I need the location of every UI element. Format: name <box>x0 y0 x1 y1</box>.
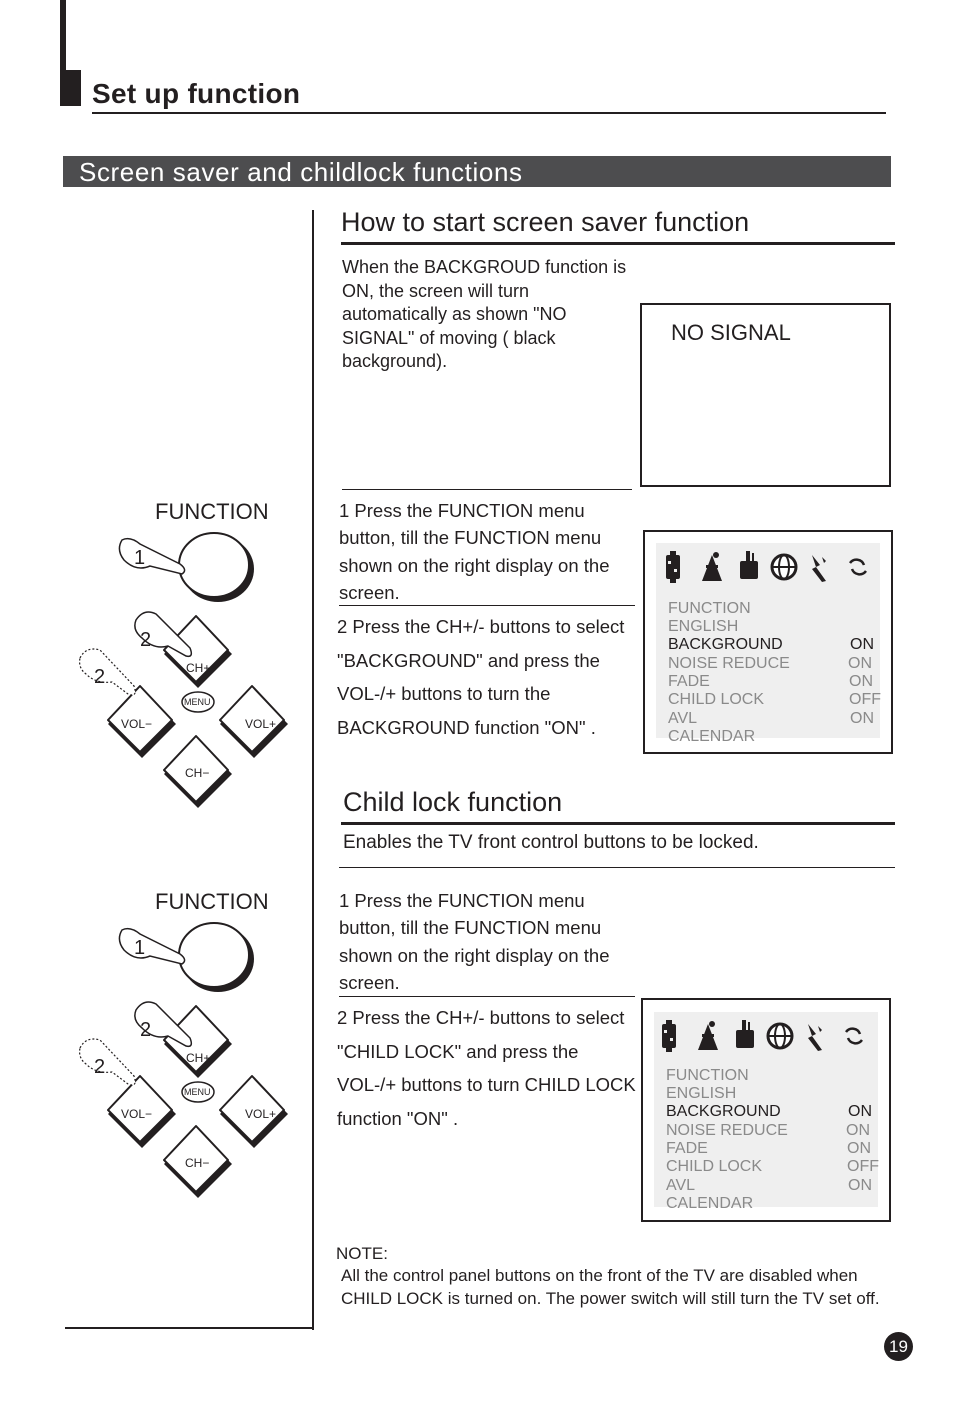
function-label-1: FUNCTION <box>155 499 269 524</box>
reset-icon <box>850 560 866 575</box>
child-lock-step1: 1 Press the FUNCTION menu button, till the FUNCTION menu shown on the right display on the screen. <box>339 890 610 993</box>
osd-menu-1-panel <box>656 543 881 745</box>
install-icon <box>808 1024 822 1051</box>
menu-label: MENU <box>184 1087 211 1097</box>
function-globe-icon <box>768 1024 792 1048</box>
vol-minus-label: VOL− <box>121 717 153 731</box>
osd-item-function: FUNCTION <box>668 600 751 617</box>
sound-icon <box>698 1021 718 1050</box>
osd-item-background: BACKGROUND <box>668 636 783 653</box>
column-divider <box>312 210 314 1330</box>
osd-menu-2-panel <box>654 1012 879 1212</box>
ch-plus-button[interactable] <box>164 616 232 688</box>
screen-saver-step1: 1 Press the FUNCTION menu button, till the FUNCTION menu shown on the right display on the screen. <box>339 500 610 603</box>
function-button[interactable] <box>179 533 254 602</box>
note-text: All the control panel buttons on the front of the TV are disabled when CHILD LOCK is turned on. The power switch will still turn the TV set off. <box>341 1266 880 1308</box>
child-lock-description: Enables the TV front control buttons to be locked. <box>343 832 759 853</box>
step-two-marker: 2 <box>140 1019 152 1041</box>
step-two-marker-dotted: 2 <box>94 666 106 688</box>
osd-menu-1-icons <box>662 549 878 585</box>
page-number: 19 <box>884 1332 913 1361</box>
ch-plus-label: CH+ <box>186 1051 211 1065</box>
step-one-marker: 1 <box>134 937 146 959</box>
picture-icon <box>666 551 680 583</box>
osd-item-avl: AVL <box>666 1177 696 1194</box>
osd-value-noise-reduce: ON <box>846 1122 870 1139</box>
no-signal-display <box>640 303 891 487</box>
osd-item-child-lock: CHILD LOCK <box>666 1158 763 1175</box>
remote-diagram-1 <box>70 528 300 810</box>
osd-menu-2 <box>641 998 891 1222</box>
osd-item-background: BACKGROUND <box>666 1103 781 1120</box>
menu-label: MENU <box>184 697 211 707</box>
pointing-hand-icon-dotted <box>80 1039 136 1085</box>
osd-item-fade: FADE <box>666 1140 708 1157</box>
picture-icon <box>662 1020 676 1052</box>
osd-item-noise-reduce: NOISE REDUCE <box>666 1122 788 1139</box>
install-icon <box>812 555 826 582</box>
osd-value-child-lock: OFF <box>849 691 881 708</box>
osd-item-avl: AVL <box>668 710 698 727</box>
section-band-title: Screen saver and childlock functions <box>79 157 523 187</box>
osd-value-fade: ON <box>849 673 873 690</box>
ch-minus-label: CH− <box>185 766 210 780</box>
screen-saver-desc-rule <box>342 489 632 490</box>
child-lock-heading-rule <box>341 822 895 825</box>
ch-plus-button[interactable] <box>164 1006 232 1078</box>
function-globe-icon <box>772 555 796 579</box>
child-lock-desc-rule <box>339 867 895 868</box>
pointing-hand-icon-dotted <box>80 649 136 695</box>
osd-value-fade: ON <box>847 1140 871 1157</box>
ch-plus-label: CH+ <box>186 661 211 675</box>
osd-menu-2-icons <box>658 1018 874 1054</box>
sound-icon <box>702 552 722 581</box>
bottom-rule <box>65 1327 314 1329</box>
function-button[interactable] <box>179 923 254 992</box>
screen-saver-step1-rule <box>339 605 635 606</box>
screen-saver-heading: How to start screen saver function <box>341 207 750 237</box>
ch-minus-label: CH− <box>185 1156 210 1170</box>
child-lock-step1-rule <box>339 996 635 997</box>
osd-item-calendar: CALENDAR <box>668 728 756 745</box>
vol-minus-label: VOL− <box>121 1107 153 1121</box>
osd-item-child-lock: CHILD LOCK <box>668 691 765 708</box>
page-title: Set up function <box>92 78 301 109</box>
step-two-marker: 2 <box>140 629 152 651</box>
osd-menu-1 <box>643 530 893 754</box>
remote-diagram-2 <box>70 918 300 1200</box>
note-title: NOTE: <box>336 1244 388 1263</box>
header-rule <box>92 112 886 114</box>
step-two-marker-dotted: 2 <box>94 1056 106 1078</box>
osd-value-avl: ON <box>850 710 874 727</box>
osd-value-background: ON <box>848 1103 872 1120</box>
osd-item-english: ENGLISH <box>666 1085 737 1102</box>
screen-saver-step2: 2 Press the CH+/- buttons to select "BACKGROUND" and press the VOL-/+ buttons to turn the BACKGROUND function "ON" . <box>337 616 625 739</box>
osd-item-english: ENGLISH <box>668 618 739 635</box>
function-label-2: FUNCTION <box>155 889 269 914</box>
osd-item-calendar: CALENDAR <box>666 1195 754 1212</box>
reset-icon <box>846 1029 862 1044</box>
header-block <box>60 70 81 106</box>
osd-item-function: FUNCTION <box>666 1067 749 1084</box>
pointing-hand-icon <box>119 929 184 964</box>
step-one-marker: 1 <box>134 547 146 569</box>
osd-item-fade: FADE <box>668 673 710 690</box>
no-signal-text: NO SIGNAL <box>671 320 791 345</box>
vol-plus-label: VOL+ <box>245 1107 277 1121</box>
osd-value-avl: ON <box>848 1177 872 1194</box>
pointing-hand-icon <box>119 539 184 574</box>
screen-saver-description: When the BACKGROUD function is ON, the screen will turn automatically as shown "NO SIGNAL" of moving ( black background). <box>342 257 627 371</box>
timer-icon <box>740 551 758 579</box>
child-lock-heading: Child lock function <box>343 787 563 817</box>
timer-icon <box>736 1020 754 1048</box>
osd-value-background: ON <box>850 636 874 653</box>
osd-item-noise-reduce: NOISE REDUCE <box>668 655 790 672</box>
vol-plus-label: VOL+ <box>245 717 277 731</box>
child-lock-step2: 2 Press the CH+/- buttons to select "CHILD LOCK" and press the VOL-/+ buttons to turn CHILD LOCK function "ON" . <box>337 1007 636 1130</box>
screen-saver-heading-rule <box>341 242 895 245</box>
osd-value-noise-reduce: ON <box>848 655 872 672</box>
osd-value-child-lock: OFF <box>847 1158 879 1175</box>
